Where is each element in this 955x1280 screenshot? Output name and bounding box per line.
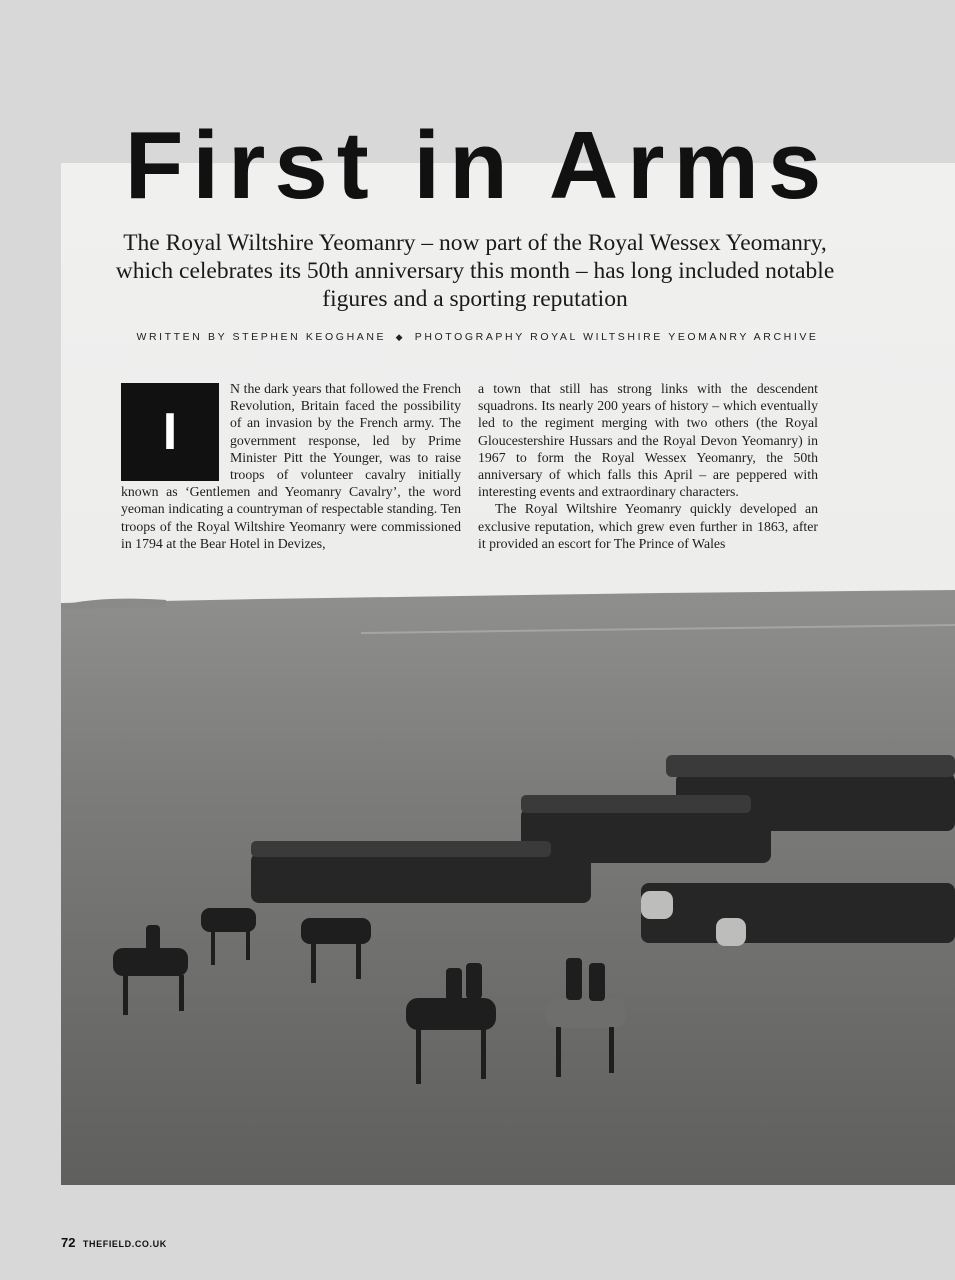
body-text-col1: N the dark years that followed the French Revolution, Britain faced the possibility of an invasion by the French army. The government response, led by Prime Minister Pitt the Younger, was to raise troops of volunteer cavalry initially known as ‘Gentlemen and Yeomanry Cavalry’, the word yeoman indicating a countryman of respectable standing. Ten troops of the Royal Wiltshire Yeomanry were commissioned in 1794 at the Bear Hotel in Devizes, [121,381,461,551]
article-standfirst: The Royal Wiltshire Yeomanry – now part of the Royal Wessex Yeomanry, which celebrates its 50th anniversary this month – has long included notable figures and a sporting reputation [115,230,835,312]
diamond-separator-icon: ◆ [395,332,406,342]
photo-illustration [61,163,955,1185]
author-credit: WRITTEN BY STEPHEN KEOGHANE [136,331,387,343]
article-credits [0,331,955,343]
body-paragraph: a town that still has strong links with the descendent squadrons. Its nearly 200 years of history – which eventually led to the regiment merging with two others (the Royal Gloucestershire Hussars and the Royal Devon Yeomanry) in 1967 to form the Royal Wessex Yeomanry, the 50th anniversary of which falls this April – are peppered with interesting events and extraordinary characters. [478,381,818,500]
body-column-1 [121,380,461,552]
body-column-2 [478,380,818,552]
site-url: THEFIELD.CO.UK [82,1239,167,1249]
article-headline: First in Arms [124,112,831,219]
archive-photo-cavalry-on-plain [61,163,955,1185]
photo-credit: PHOTOGRAPHY ROYAL WILTSHIRE YEOMANRY ARCHIVE [414,331,819,343]
body-paragraph: The Royal Wiltshire Yeomanry quickly developed an exclusive reputation, which grew even further in 1863, after it provided an escort for The Prince of Wales [478,501,818,551]
page-footer [61,1234,167,1252]
drop-cap: I [121,383,219,481]
page-number: 72 [61,1235,76,1250]
